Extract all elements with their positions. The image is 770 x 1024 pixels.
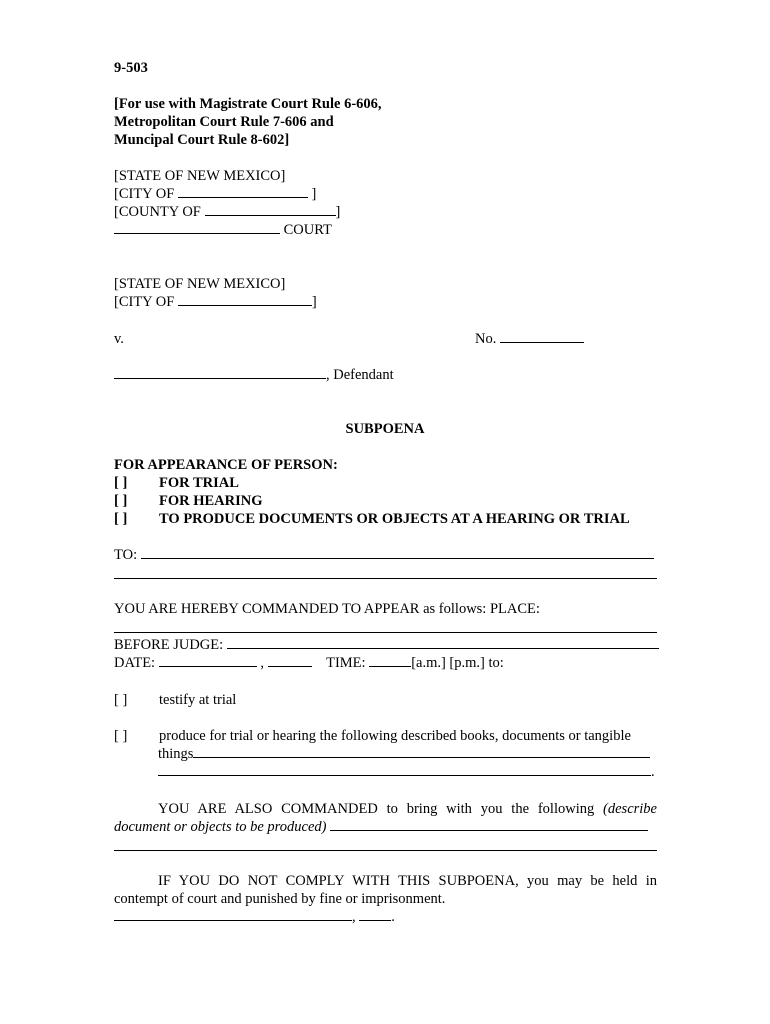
court-name-blank[interactable] bbox=[114, 221, 280, 234]
also-commanded-line-2 bbox=[114, 818, 648, 836]
caption-city-label: [CITY OF bbox=[114, 186, 178, 202]
date-label: DATE: bbox=[114, 655, 159, 671]
signature-year-blank[interactable] bbox=[359, 908, 391, 921]
produce-blank-line-2 bbox=[158, 763, 655, 781]
item-testify[interactable] bbox=[114, 691, 236, 709]
plaintiff-city-line bbox=[114, 293, 317, 311]
checkbox-for-hearing[interactable]: [ ] bbox=[114, 493, 128, 509]
option-label-for-trial: FOR TRIAL bbox=[159, 475, 239, 491]
option-for-trial[interactable] bbox=[114, 474, 239, 492]
defendant-label: , Defendant bbox=[326, 367, 394, 383]
command-text: YOU ARE HEREBY COMMANDED TO APPEAR as follows: PLACE: bbox=[114, 601, 540, 617]
to-line bbox=[114, 546, 654, 564]
item-produce[interactable] bbox=[114, 727, 631, 745]
testify-label: testify at trial bbox=[159, 692, 237, 708]
use-note-line-1: [For use with Magistrate Court Rule 6-606, bbox=[114, 96, 382, 112]
plaintiff-state: [STATE OF NEW MEXICO] bbox=[114, 276, 286, 292]
versus: v. bbox=[114, 331, 124, 347]
county-blank[interactable] bbox=[205, 203, 336, 216]
signature-place-blank[interactable] bbox=[114, 908, 352, 921]
defendant-line bbox=[114, 366, 394, 384]
caption-county-label: [COUNTY OF bbox=[114, 204, 205, 220]
caption-state: [STATE OF NEW MEXICO] bbox=[114, 168, 286, 184]
warning-line-1: IF YOU DO NOT COMPLY WITH THIS SUBPOENA, you may be held in bbox=[158, 873, 657, 889]
date-blank[interactable] bbox=[159, 654, 257, 667]
option-for-hearing[interactable] bbox=[114, 492, 263, 510]
produce-label-1: produce for trial or hearing the following described books, documents or tangible bbox=[159, 728, 631, 744]
date-time-line bbox=[114, 654, 504, 672]
before-judge-label: BEFORE JUDGE: bbox=[114, 637, 227, 653]
signature-end: . bbox=[391, 909, 395, 925]
to-label: TO: bbox=[114, 547, 141, 563]
plaintiff-city-blank[interactable] bbox=[178, 293, 312, 306]
caption-city-line bbox=[114, 185, 316, 203]
time-blank[interactable] bbox=[369, 654, 411, 667]
checkbox-for-trial[interactable]: [ ] bbox=[114, 475, 128, 491]
signature-sep: , bbox=[352, 909, 360, 925]
case-number-line bbox=[475, 330, 584, 348]
before-judge-line bbox=[114, 636, 659, 654]
option-label-produce-documents: TO PRODUCE DOCUMENTS OR OBJECTS AT A HEARING OR TRIAL bbox=[159, 511, 630, 527]
checkbox-testify[interactable]: [ ] bbox=[114, 692, 128, 708]
caption-city-close: ] bbox=[307, 186, 317, 202]
caption-court-label: COURT bbox=[280, 222, 332, 238]
use-note-line-2: Metropolitan Court Rule 7-606 and bbox=[114, 114, 334, 130]
judge-blank[interactable] bbox=[227, 636, 659, 649]
documents-blank[interactable] bbox=[330, 818, 648, 831]
caption-county-line bbox=[114, 203, 340, 221]
checkbox-produce[interactable]: [ ] bbox=[114, 728, 128, 744]
use-note-line-3: Muncipal Court Rule 8-602] bbox=[114, 132, 290, 148]
caption-court-line bbox=[114, 221, 332, 239]
defendant-blank[interactable] bbox=[114, 366, 326, 379]
option-label-for-hearing: FOR HEARING bbox=[159, 493, 263, 509]
signature-date-line bbox=[114, 908, 395, 926]
produce-label-2: things bbox=[158, 746, 194, 762]
ampm-label: [a.m.] [p.m.] to: bbox=[411, 655, 504, 671]
form-number: 9-503 bbox=[114, 60, 148, 76]
also-describe: (describe bbox=[603, 801, 657, 817]
place-blank[interactable] bbox=[114, 632, 657, 633]
time-label: TIME: bbox=[326, 655, 370, 671]
option-produce-documents[interactable] bbox=[114, 510, 630, 528]
case-number-blank[interactable] bbox=[500, 330, 584, 343]
plaintiff-city-label: [CITY OF bbox=[114, 294, 178, 310]
date-comma: , bbox=[256, 655, 268, 671]
plaintiff-city-close: ] bbox=[311, 294, 317, 310]
documents-blank-2[interactable] bbox=[114, 850, 657, 851]
caption-county-close: ] bbox=[335, 204, 341, 220]
things-blank-2[interactable] bbox=[158, 763, 651, 776]
also-commanded-text: YOU ARE ALSO COMMANDED to bring with you the following bbox=[158, 801, 604, 817]
produce-period: . bbox=[651, 764, 655, 780]
appearance-heading: FOR APPEARANCE OF PERSON: bbox=[114, 457, 338, 473]
produce-things-line bbox=[158, 745, 650, 763]
to-blank[interactable] bbox=[141, 546, 654, 559]
warning-line-2: contempt of court and punished by fine or imprisonment. bbox=[114, 891, 446, 907]
to-blank-2[interactable] bbox=[114, 578, 657, 579]
year-blank[interactable] bbox=[268, 654, 312, 667]
case-number-label: No. bbox=[475, 331, 500, 347]
also-commanded-line-1 bbox=[158, 800, 657, 818]
things-blank[interactable] bbox=[193, 745, 650, 758]
subpoena-title: SUBPOENA bbox=[345, 421, 425, 437]
city-blank[interactable] bbox=[178, 185, 308, 198]
checkbox-produce-documents[interactable]: [ ] bbox=[114, 511, 128, 527]
also-describe-2: document or objects to be produced) bbox=[114, 819, 327, 835]
